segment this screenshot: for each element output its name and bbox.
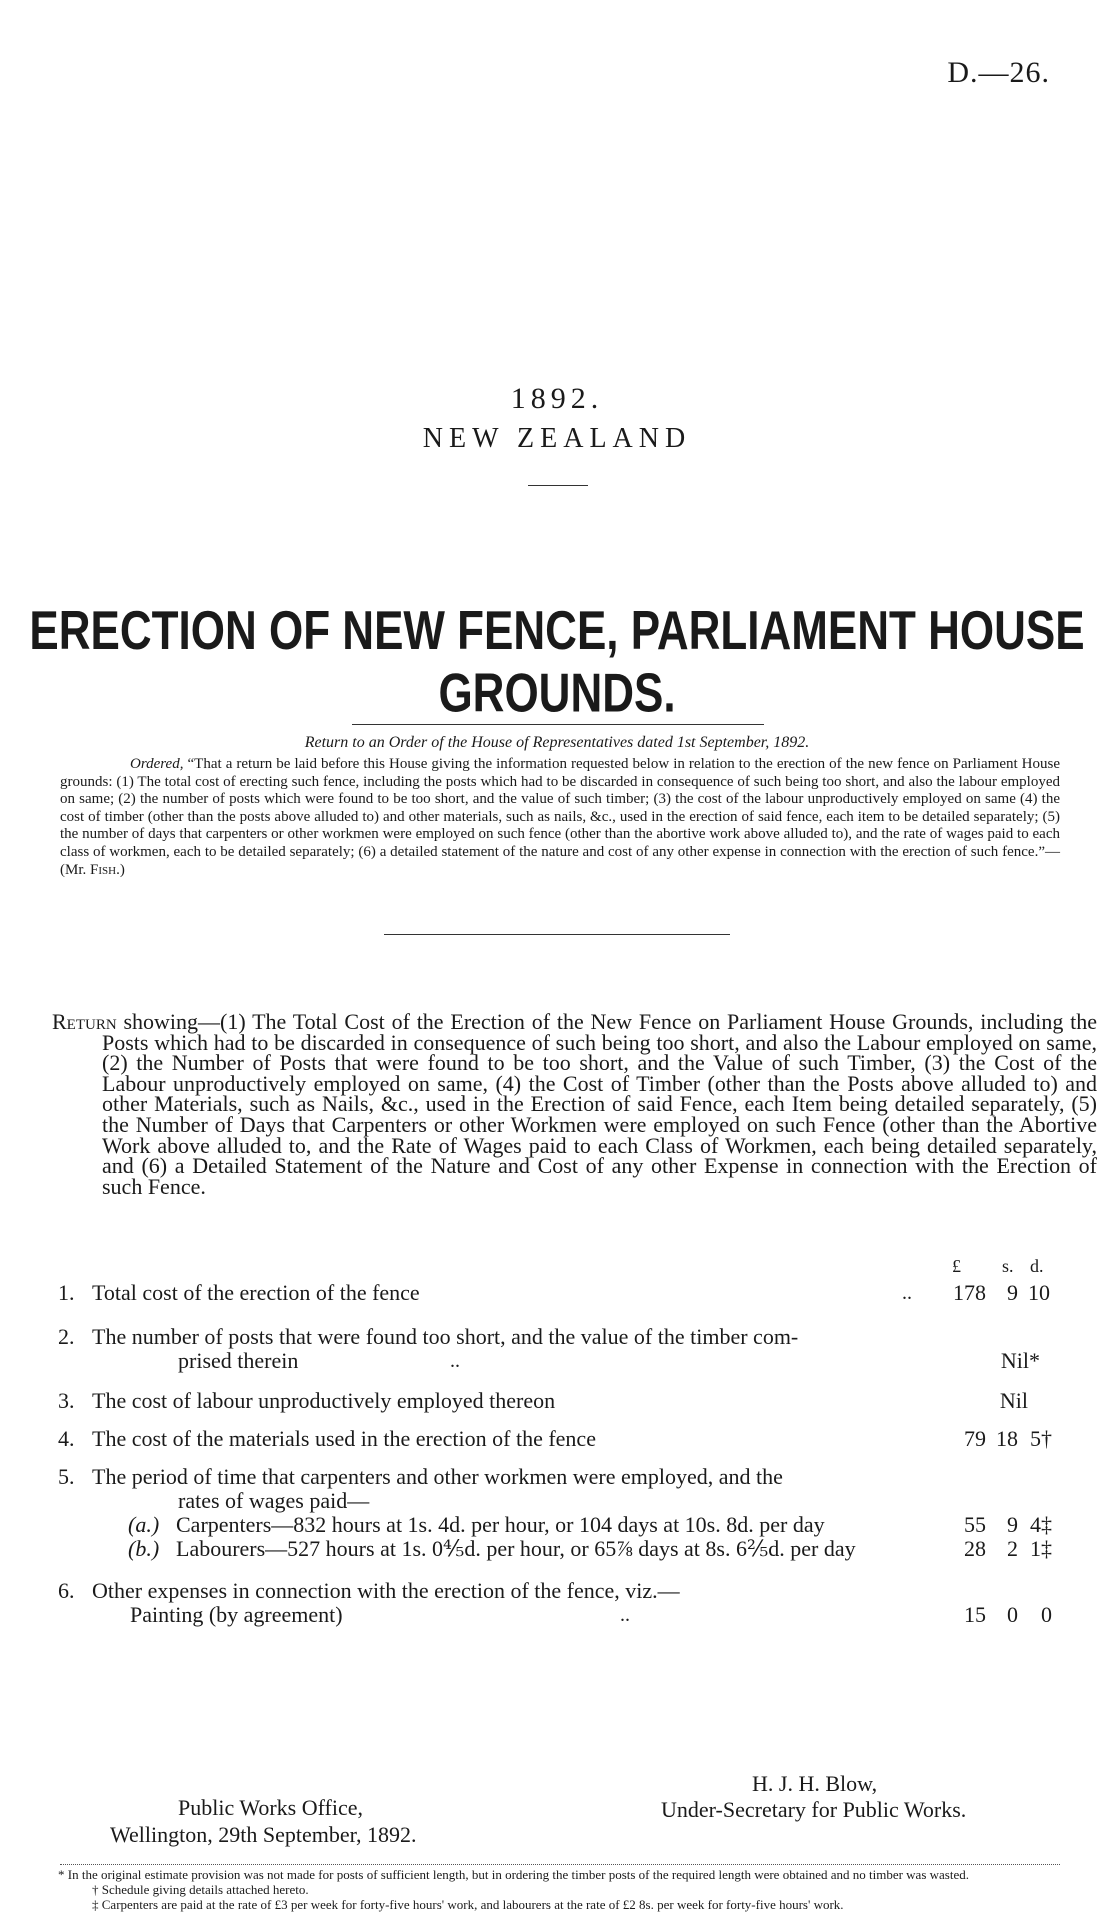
leader-dots: ..: [620, 1604, 630, 1626]
sub-item-label: (b.): [128, 1536, 160, 1561]
order-top-rule: [352, 724, 764, 725]
shillings-header: s.: [1002, 1256, 1014, 1276]
item-number: 2.: [58, 1324, 75, 1349]
item-text: The cost of the materials used in the erection of the fence: [92, 1426, 596, 1451]
amount-shillings: 2: [1007, 1536, 1018, 1561]
amount-shillings: 18: [996, 1426, 1018, 1451]
item-text-continued: rates of wages paid—: [178, 1488, 370, 1513]
document-title: ERECTION OF NEW FENCE, PARLIAMENT HOUSE GROUNDS.: [29, 600, 1085, 724]
order-bottom-rule: [384, 934, 730, 935]
sub-item-text: Carpenters—832 hours at 1s. 4d. per hour, or 104 days at 10s. 8d. per day: [176, 1512, 825, 1537]
item-text: The number of posts that were found too short, and the value of the timber com-: [92, 1324, 799, 1349]
ordered-label: Ordered,: [130, 756, 184, 772]
amount-pence: 5†: [1030, 1426, 1052, 1451]
signatory-title: Under-Secretary for Public Works.: [661, 1797, 967, 1822]
footnote-star: * In the original estimate provision was not made for posts of sufficient length, but in ordering the timber posts of the required length were obtained and no timber was wasted.: [58, 1867, 969, 1882]
return-statement: [52, 1009, 1097, 1199]
amount-pounds: 55: [964, 1512, 986, 1537]
item-text: The cost of labour unproductively employed thereon: [92, 1388, 556, 1413]
amount-shillings: 0: [1007, 1602, 1018, 1627]
amount-pence: 4‡: [1030, 1512, 1052, 1537]
amount-pounds: 178: [953, 1280, 986, 1305]
page-reference: D.—26.: [947, 56, 1050, 89]
order-header: Return to an Order of the House of Representatives dated 1st September, 1892.: [304, 734, 810, 751]
signatory-name: H. J. H. Blow,: [752, 1771, 878, 1796]
leader-dots: ..: [450, 1350, 460, 1372]
item-text: Other expenses in connection with the erection of the fence, viz.—: [92, 1578, 680, 1603]
amount-shillings: 9: [1007, 1512, 1018, 1537]
order-body: “That a return be laid before this House giving the information requested below in relation to the erection of the new fence on Parliament House grounds: (1) The total cost of erecting such fence, including the posts which had to be discarded in consequence of such being too short, and also the labour employed on same; (2) the number of posts which were found to be too short, and the value of such timber; (3) the cost of the labour unproductively employed on same (4) the cost of timber (other than the posts above alluded to) and other materials, such as nails, &c., used in the erection of said fence, each item to be detailed separately; (5) the number of days that carpenters or other workmen were employed on such fence (other than the abortive work above alluded to), and the rate of wages paid to each class of workmen, each to be detailed separately; (6) a detailed statement of the nature and cost of any other expense in connection with the erection of such fence.”—(Mr.: [60, 756, 1061, 878]
item-text-continued: prised therein: [178, 1348, 299, 1373]
item-number: 4.: [58, 1426, 75, 1451]
item-number: 3.: [58, 1388, 75, 1413]
amount-value: Nil*: [1000, 1348, 1040, 1373]
item-number: 1.: [58, 1280, 75, 1305]
place-and-date: Wellington, 29th September, 1892.: [110, 1822, 417, 1847]
heading-divider: [528, 485, 588, 486]
amount-pounds: 15: [964, 1602, 986, 1627]
order-text: [60, 756, 1060, 879]
pence-header: d.: [1030, 1256, 1044, 1276]
item-text: Total cost of the erection of the fence: [92, 1280, 420, 1305]
amount-pounds: 28: [964, 1536, 986, 1561]
office-name: Public Works Office,: [178, 1795, 364, 1820]
amount-value: Nil: [999, 1388, 1028, 1413]
sub-item-label: (a.): [128, 1512, 160, 1537]
item-number: 6.: [58, 1578, 75, 1603]
amount-pounds: 79: [964, 1426, 986, 1451]
amount-shillings: 9: [1007, 1280, 1018, 1305]
item-text: The period of time that carpenters and other workmen were employed, and the: [92, 1464, 783, 1489]
footnote-rule: [60, 1864, 1060, 1865]
order-mover: Fish.): [90, 861, 125, 878]
amount-pence: 1‡: [1030, 1536, 1052, 1561]
amount-pence: 10: [1028, 1280, 1050, 1305]
return-text: showing—(1) The Total Cost of the Erection of the New Fence on Parliament House Grounds, including the Posts which had to be discarded in consequence of such being too short, and also the Labour employed on same, (2) the Number of Posts that were found to be too short, and the Value of such Timber, (3) the Cost of the Labour unproductively employed on same, (4) the Cost of Timber (other than the Posts above alluded to) and other Materials, such as Nails, &c., used in the Erection of said Fence, each Item being detailed separately, (5) the Number of Days that Carpenters or other Workmen were employed on such Fence (other than the Abortive Work above alluded to, and the Rate of Wages paid to each Class of Workmen, each being detailed separately, and (6) a Detailed Statement of the Nature and Cost of any other Expense in connection with the Erection of such Fence.: [102, 1009, 1097, 1199]
pounds-header: £: [952, 1256, 961, 1276]
year-heading: 1892.: [510, 382, 604, 415]
leader-dots: ..: [902, 1282, 912, 1304]
item-text-continued: Painting (by agreement): [130, 1602, 343, 1627]
item-number: 5.: [58, 1464, 75, 1489]
amount-pence: 0: [1041, 1602, 1052, 1627]
footnote-double-dagger: ‡ Carpenters are paid at the rate of £3 per week for forty-five hours' work, and labourers at the rate of £2 8s. per week for forty-five hours' work.: [92, 1898, 844, 1912]
footnote-dagger: † Schedule giving details attached hereto.: [92, 1882, 309, 1897]
country-heading: NEW ZEALAND: [422, 423, 692, 454]
return-lead: Return: [52, 1009, 117, 1034]
sub-item-text: Labourers—527 hours at 1s. 0⅘d. per hour, or 65⅞ days at 8s. 6⅖d. per day: [176, 1536, 856, 1561]
